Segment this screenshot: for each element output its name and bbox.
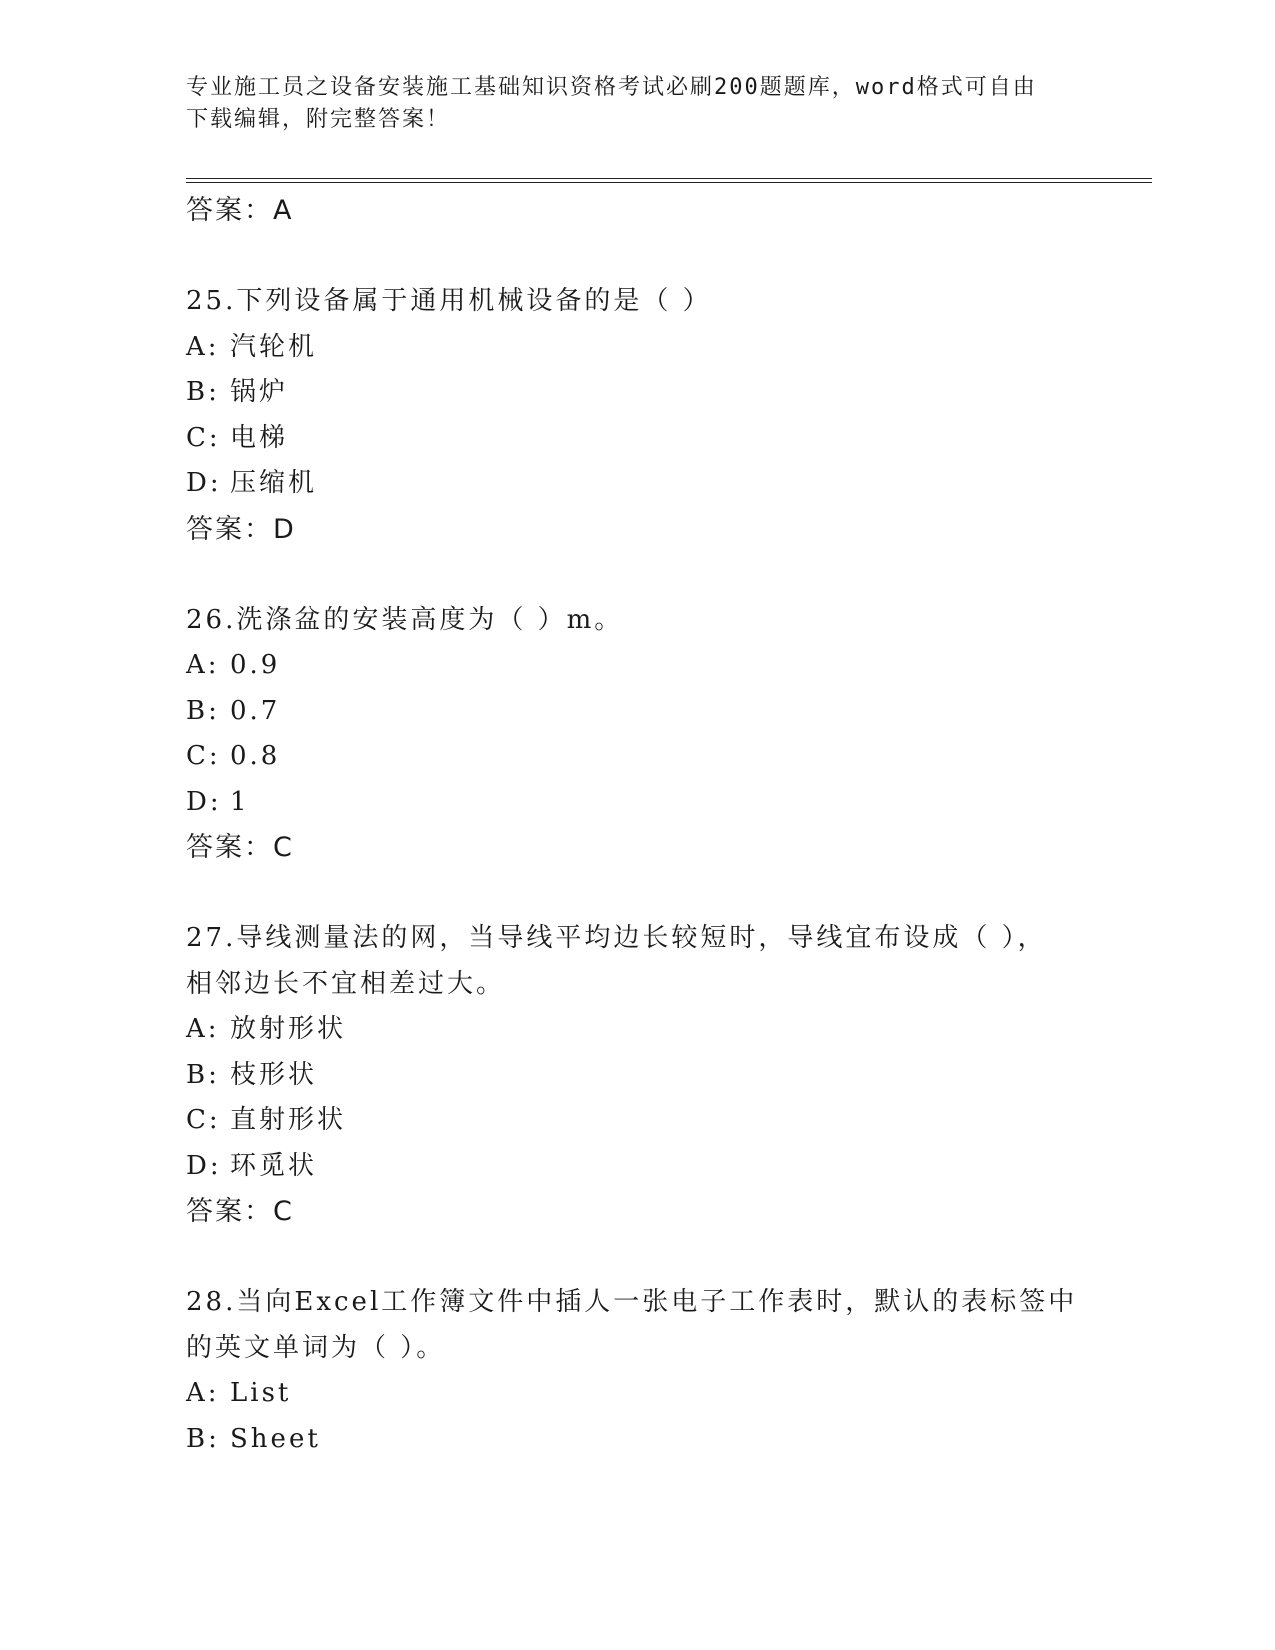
previous-answer: 答案：A (186, 195, 294, 226)
option-text: 0.9 (230, 650, 281, 680)
option-label: A: (186, 1378, 220, 1408)
option-b (186, 370, 1126, 416)
answer: 答案：C (186, 832, 294, 863)
option-label: B: (186, 695, 220, 726)
question-text: 25.下列设备属于通用机械设备的是（ ） (186, 286, 712, 316)
option-text: 压缩机 (230, 468, 318, 498)
question-text: 26.洗涤盆的安装高度为（ ）m。 (186, 604, 624, 635)
option-text: 锅炉 (230, 377, 289, 407)
option-label: A: (186, 650, 220, 680)
option-label: B: (186, 1423, 220, 1454)
option-text: 0.8 (230, 741, 281, 771)
option-a (186, 1371, 1126, 1417)
header-line-1: 专业施工员之设备安装施工基础知识资格考试必刷200题题库，word格式可自由 (186, 75, 1037, 100)
option-text: 环觅状 (230, 1150, 318, 1181)
option-b (186, 1417, 1126, 1463)
option-text: List (230, 1378, 292, 1408)
option-text: 0.7 (230, 695, 281, 726)
option-label: C: (186, 741, 221, 771)
option-label: D: (186, 1150, 222, 1181)
option-d (186, 461, 1126, 507)
option-text: 直射形状 (230, 1105, 347, 1135)
header-divider (186, 178, 1152, 183)
question-text: 27.导线测量法的网，当导线平均边长较短时，导线宜布设成（ ）， (186, 923, 1047, 953)
option-b (186, 689, 1126, 735)
answer: 答案：C (186, 1196, 294, 1227)
spacer (186, 552, 1126, 598)
option-text: 汽轮机 (230, 331, 318, 362)
spacer (186, 871, 1126, 917)
option-b (186, 1053, 1126, 1099)
option-label: C: (186, 422, 221, 453)
option-label: B: (186, 1059, 220, 1090)
option-c (186, 734, 1126, 780)
spacer (186, 1235, 1126, 1281)
option-label: B: (186, 377, 220, 407)
option-label: A: (186, 1014, 220, 1044)
question-27 (186, 916, 1126, 1235)
option-d (186, 1144, 1126, 1190)
question-26 (186, 598, 1126, 871)
option-a (186, 1007, 1126, 1053)
question-text-continued: 的英文单词为（ ）。 (186, 1332, 446, 1363)
option-a (186, 325, 1126, 371)
option-c (186, 416, 1126, 462)
option-text: 电梯 (230, 422, 289, 453)
option-label: D: (186, 786, 222, 817)
question-text-continued: 相邻边长不宜相差过大。 (186, 968, 506, 999)
option-c (186, 1098, 1126, 1144)
option-label: C: (186, 1105, 221, 1135)
spacer (186, 234, 1126, 280)
document-header (186, 72, 1066, 136)
option-text: 枝形状 (230, 1059, 318, 1090)
question-25 (186, 279, 1126, 552)
option-a (186, 643, 1126, 689)
question-28 (186, 1280, 1126, 1462)
option-label: D: (186, 468, 222, 498)
option-label: A: (186, 331, 220, 362)
option-d (186, 780, 1126, 826)
document-body (186, 188, 1126, 1462)
option-text: Sheet (230, 1423, 321, 1454)
option-text: 放射形状 (230, 1014, 347, 1044)
option-text: 1 (230, 786, 250, 817)
header-line-2: 下载编辑，附完整答案！ (186, 107, 451, 132)
question-text: 28.当向Excel工作簿文件中插人一张电子工作表时，默认的表标签中 (186, 1287, 1078, 1317)
answer: 答案：D (186, 513, 296, 545)
